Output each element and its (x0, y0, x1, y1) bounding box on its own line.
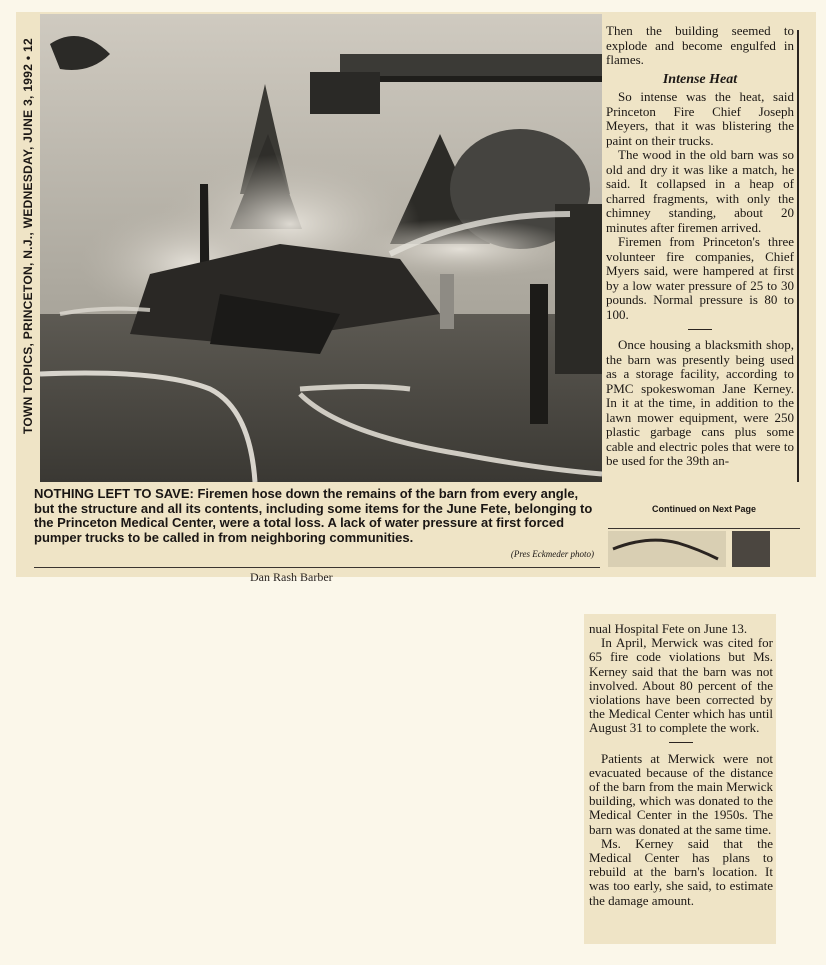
caption-text: NOTHING LEFT TO SAVE: Firemen hose down the remains of the barn from every angle, but the structure and all its contents, including some items for the June Fete, belonging to the Princeton Medical Center, were a total loss. A lack of water pressure at first forced pumper trucks to be called in from neighboring communities. (34, 486, 593, 545)
paragraph: nual Hospital Fete on June 13. (589, 621, 748, 636)
photo-credit: (Pres Eckmeder photo) (510, 548, 594, 559)
fragment-illustration (608, 529, 800, 567)
dateline-text: TOWN TOPICS, PRINCETON, N.J., WEDNESDAY, JUNE 3, 1992 • 12 (21, 38, 35, 434)
paragraph: Once housing a blacksmith shop, the barn was presently being used as a storage facility, according to PMC spokeswoman Jane Kerney. In it at the time, in addition to the lawn mower equipment, were 250 plastic garbage cans plus some cable and electric poles that were to be used for the 39th an- (606, 337, 794, 468)
section-divider (688, 329, 712, 330)
subhead-intense-heat: Intense Heat (662, 71, 738, 87)
paragraph: So intense was the heat, said Princeton Fire Chief Joseph Meyers, that it was blistering the paint on their trucks. (606, 89, 794, 148)
bleed-through-text: Dan Rash Barber (250, 570, 333, 584)
paragraph: Ms. Kerney said that the Medical Center has plans to rebuild at the barn's location. It was too early, she said, to estimate the damage amount. (589, 835, 773, 908)
article-column-1 (606, 24, 794, 469)
section-divider (669, 742, 693, 743)
caption-rule (34, 567, 600, 568)
photo-caption (34, 487, 598, 563)
paragraph: Patients at Merwick were not evacuated because of the distance of the barn from the main Merwick building, which was donated to the Medical Center in the 1950s. The barn was donated at the same time. (589, 750, 773, 837)
dateline (18, 24, 40, 434)
paragraph: Firemen from Princeton's three volunteer fire companies, Chief Myers said, were hampered at first by a low water pressure of 25 to 30 pounds. Normal pressure is 80 to 100. (606, 234, 794, 322)
next-article-fragment (608, 528, 800, 567)
paragraph: In April, Merwick was cited for 65 fire code violations but Ms. Kerney said that the barn was not involved. About 80 percent of the violations have been corrected by the Medical Center which has until August 31 to complete the work. (589, 635, 773, 736)
continued-note: Continued on Next Page (652, 504, 757, 514)
column-border (797, 30, 799, 482)
article-column-2 (589, 622, 773, 908)
fire-scene-illustration (40, 14, 602, 482)
fire-photo (40, 14, 602, 482)
lead-paragraph: Then the building seemed to explode and become engulfed in flames. (606, 23, 794, 67)
paragraph: The wood in the old barn was so old and dry it was like a match, he said. It collapsed in a heap of charred fragments, with only the chimney standing, about 20 minutes after firemen arrived. (606, 147, 794, 235)
